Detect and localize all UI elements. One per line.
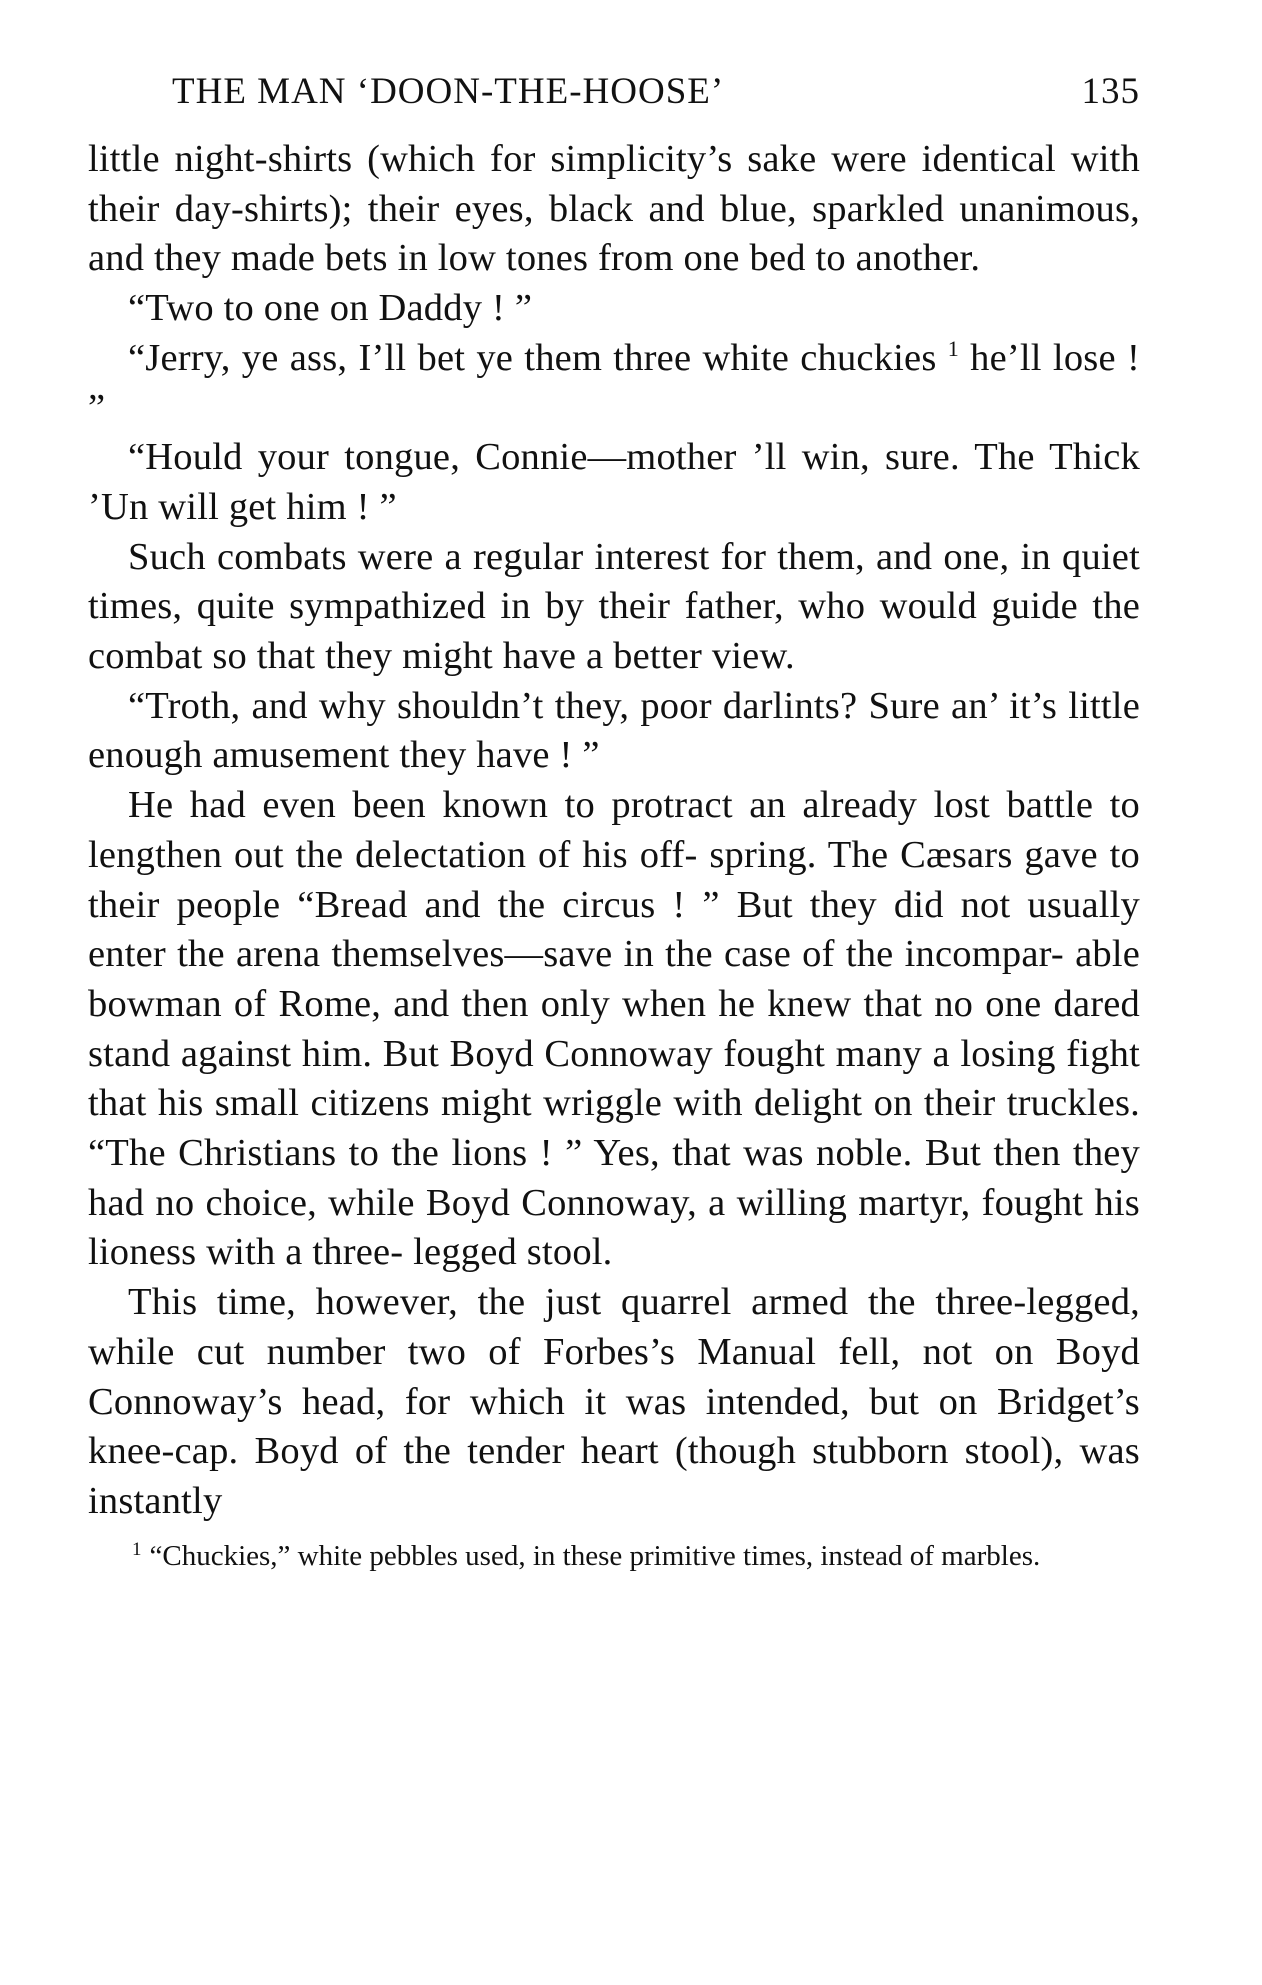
text-line: blue, sparkled unanimous, and they made bets in low [88, 187, 1140, 280]
text-line: tones from one bed to another. [505, 237, 981, 280]
paragraph [88, 533, 1140, 682]
text-line: little night-shirts (which for simplicity’s sake were [88, 138, 907, 180]
text-line: Such combats were a regular interest for them, and [128, 535, 933, 578]
text-line: tender heart (though stubborn stool), was instantly [88, 1430, 1140, 1522]
page-number: 135 [1081, 71, 1140, 112]
text-line: citizens might wriggle with delight on their truckles. [310, 1082, 1141, 1125]
text-line: able bowman of Rome, and then only when he knew [88, 933, 1141, 1025]
text-line: He had even been known to protract an already [128, 784, 918, 827]
text-line: This time, however, the just quarrel armed the [128, 1281, 916, 1324]
text-line: the circus ! ” But they did not usually enter the [88, 883, 1140, 976]
text-line: The Thick ’Un will get him ! ” [88, 436, 1140, 528]
text-line: “Jerry, ye ass, I’ll bet ye them three white chuckies [128, 336, 937, 379]
text-line: identical with their day-shirts); their eyes, black and [88, 138, 1140, 230]
text-line: fell, not on Boyd Connoway’s head, for which it was [88, 1330, 1140, 1423]
text-line: Connoway fought many a losing fight that his small [88, 1032, 1141, 1125]
text-line: he’ll lose ! ” [88, 336, 1140, 429]
text-line: “Hould your tongue, Connie—mother ’ll win, sure. [128, 436, 960, 479]
footnote-reference: 1 [947, 335, 959, 361]
text-line: arena themselves—save in the case of the incompar- [235, 933, 1064, 976]
body-text [88, 135, 1140, 1527]
text-line: father, who would guide the combat so that they [88, 585, 1140, 678]
paragraph [88, 135, 1140, 284]
text-line: intended, but on Bridget’s knee-cap. Boyd of the [88, 1380, 1140, 1473]
running-title: THE MAN ‘DOON-THE-HOOSE’ [172, 71, 725, 112]
paragraph [88, 334, 1140, 433]
text-line: three-legged, while cut number two of Forbes’s Manual [88, 1281, 1140, 1373]
paragraph [88, 284, 1140, 334]
footnote-text: “Chuckies,” white pebbles used, in these primitive times, instead of marbles. [149, 1539, 1041, 1572]
text-line: “Troth, and why shouldn’t they, poor darlints? [128, 684, 858, 727]
text-line: Sure an’ it’s little enough amusement they have ! ” [88, 684, 1140, 777]
footnote [88, 1539, 1140, 1573]
paragraph [88, 682, 1140, 781]
text-line: might have a better view. [402, 635, 795, 678]
paragraph [88, 433, 1140, 532]
text-line: “Two to one on Daddy ! ” [128, 287, 533, 330]
book-page [88, 70, 1140, 1573]
text-line: that no one dared stand against him. But Boyd [88, 982, 1141, 1075]
running-header [172, 70, 1140, 113]
footnote-number: 1 [132, 1538, 142, 1560]
text-line: “The Christians to the lions ! ” Yes, that was noble. [88, 1132, 913, 1175]
text-line: a willing martyr, fought his lioness with a three- [88, 1181, 1140, 1274]
paragraph [88, 1278, 1140, 1527]
text-line: spring. The Cæsars gave to their people “Bread and [88, 833, 1140, 926]
text-line: legged stool. [413, 1231, 613, 1274]
text-line: one, in quiet times, quite sympathized in by their [88, 535, 1140, 628]
paragraph [88, 781, 1140, 1278]
text-line: But then they had no choice, while Boyd Connoway, [88, 1132, 1141, 1224]
text-line: lost battle to lengthen out the delectation of his off- [88, 784, 1141, 876]
